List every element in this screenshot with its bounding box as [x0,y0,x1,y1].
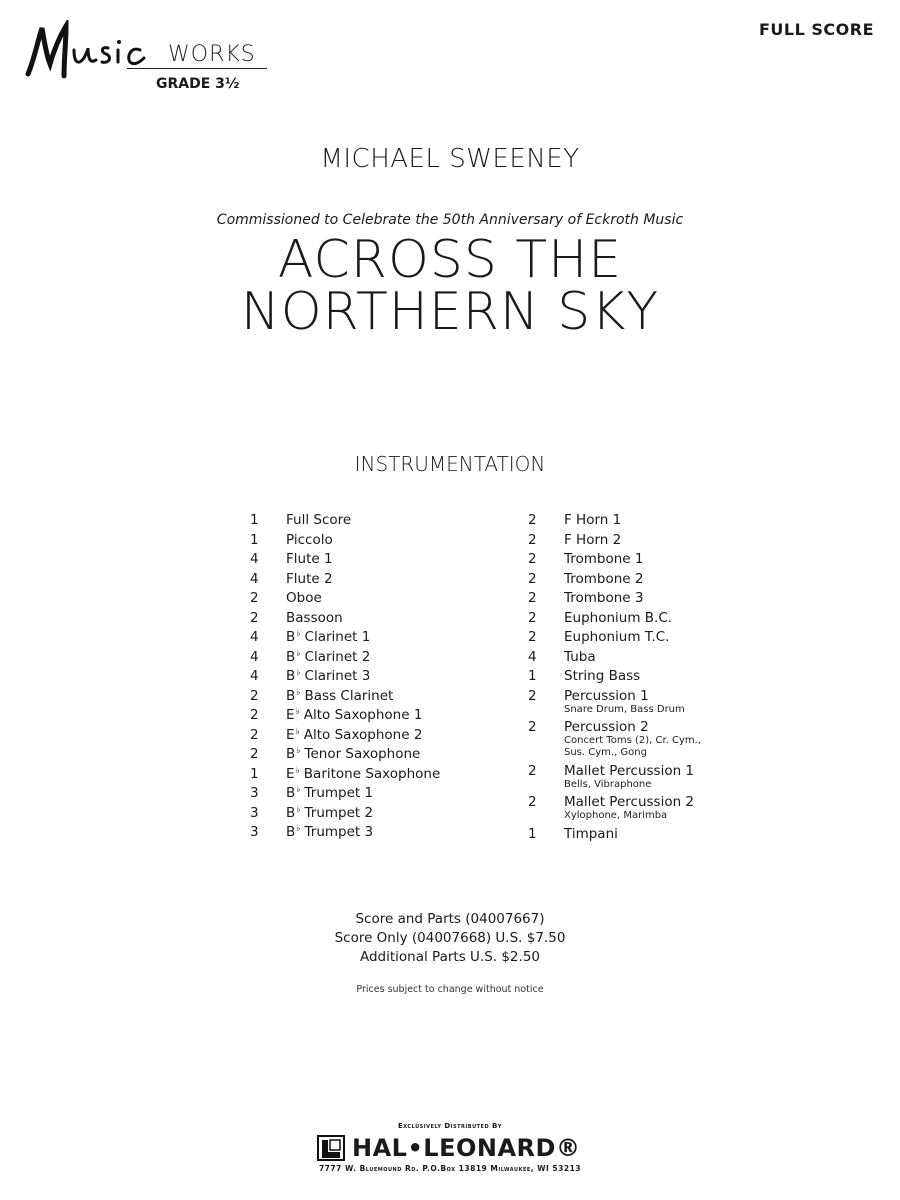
instrument-name [286,551,333,567]
instrument-quantity: 4 [250,668,259,684]
instrument-title: Trombone 2 [564,570,644,587]
composer-name: MICHAEL SWEENEY [320,144,580,174]
instrumentation-heading: INSTRUMENTATION [354,452,546,476]
instrument-subtitle: Concert Toms (2), Cr. Cym., [564,735,702,746]
instrument-title: Flute 2 [286,570,333,587]
instrument-name [564,688,685,716]
instrument-key-prefix: B [286,746,296,762]
instrument-quantity: 2 [528,512,537,528]
logo-works-text: WORKS [168,42,256,67]
instrument-title: Euphonium B.C. [564,609,673,626]
instrument-title: Clarinet 3 [304,668,371,684]
flat-icon: ♭ [296,629,301,639]
instrument-title: Tenor Saxophone [304,746,421,762]
instrument-name [286,805,373,821]
instrument-quantity: 2 [528,719,537,735]
instrument-title: Bassoon [286,609,343,626]
distributor-name: HAL•LEONARD® [352,1134,581,1162]
instrument-title: Trumpet 3 [304,824,374,840]
instrument-title: String Bass [564,668,641,684]
instrument-key-prefix: B [286,785,296,801]
instrument-subtitle: Xylophone, Marimba [564,810,668,821]
full-score-label: FULL SCORE [759,20,874,39]
instrument-key-prefix: E [286,726,295,743]
instrument-quantity: 1 [528,825,537,842]
instrument-name [564,763,694,791]
instrument-name [286,649,370,665]
instrument-title: Tuba [564,648,596,665]
flat-icon: ♭ [295,765,300,776]
instrument-title: Euphonium T.C. [564,629,670,645]
instrument-title: Timpani [564,825,618,842]
price-score-only: Score Only (04007668) U.S. $7.50 [334,930,566,946]
flat-icon: ♭ [296,746,301,756]
instrument-title: Percussion 1 [564,687,649,704]
instrument-title: Clarinet 1 [304,629,371,645]
instrument-name [286,824,373,840]
hal-leonard-logo [316,1132,586,1166]
instrument-name [564,512,621,528]
instrument-title: Piccolo [286,531,333,548]
instrument-key-prefix: B [286,687,296,704]
instrument-name [286,532,333,548]
instrument-name [564,571,644,587]
instrument-quantity: 4 [250,570,259,587]
instrument-name [564,629,669,645]
instrument-quantity: 1 [250,765,259,782]
instrument-title: Oboe [286,590,322,606]
instrument-quantity: 4 [250,629,259,645]
instrument-quantity: 4 [528,648,537,665]
instrument-name [286,512,351,528]
instrument-quantity: 2 [528,590,537,606]
instrument-name [564,532,621,548]
instrument-title: Baritone Saxophone [303,765,441,782]
instrument-title: F Horn 2 [564,531,622,548]
flat-icon: ♭ [295,707,300,717]
instrument-quantity: 2 [528,570,537,587]
flat-icon: ♭ [296,824,301,834]
instrument-title: Full Score [286,512,352,528]
instrument-quantity: 4 [250,648,259,665]
instrument-title: Trumpet 1 [304,785,374,801]
flat-icon: ♭ [296,804,301,815]
grade-label: GRADE 3½ [156,76,240,92]
instrument-name [564,719,701,759]
instrument-quantity: 2 [250,687,259,704]
instrument-quantity: 3 [250,804,259,821]
instrument-name [286,610,343,626]
instrument-title: Mallet Percussion 1 [564,762,695,779]
instrument-quantity: 2 [250,726,259,743]
instrument-title: Mallet Percussion 2 [564,794,695,810]
instrument-name [564,649,596,665]
instrument-quantity: 4 [250,551,259,567]
distributor-label: Exclusively Distributed By [397,1122,503,1130]
instrument-key-prefix: B [286,668,296,684]
title-line-1: ACROSS THE [277,230,623,290]
instrument-key-prefix: B [286,648,296,665]
instrument-quantity: 1 [250,531,259,548]
instrument-subtitle: Sus. Cym., Gong [564,747,647,758]
instrument-title: Clarinet 2 [304,648,371,665]
price-additional-parts: Additional Parts U.S. $2.50 [359,949,540,965]
commission-line: Commissioned to Celebrate the 50th Anniversary of Eckroth Music [216,212,684,228]
logo-underline [127,68,267,69]
flat-icon: ♭ [296,668,301,678]
instrument-title: Flute 1 [286,551,333,567]
instrument-quantity: 2 [250,590,259,606]
instrument-quantity: 2 [250,707,259,723]
instrument-name [286,727,422,743]
instrument-key-prefix: B [286,804,296,821]
flat-icon: ♭ [296,648,301,659]
instrument-quantity: 2 [528,531,537,548]
instrument-subtitle: Bells, Vibraphone [564,778,652,790]
title-line-2: NORTHERN SKY [240,282,660,342]
instrument-quantity: 2 [250,746,259,762]
instrument-key-prefix: B [286,629,296,645]
instrument-quantity: 2 [528,629,537,645]
instrument-title: Trumpet 2 [304,804,374,821]
instrument-subtitle: Snare Drum, Bass Drum [564,703,685,715]
instrument-name [564,551,644,567]
instrument-name [286,766,440,782]
instrument-key-prefix: E [286,765,295,782]
instrument-name [286,785,373,801]
distributor-address: 7777 W. Bluemound Rd. P.O.Box 13819 Milwaukee, WI 53213 [318,1164,582,1173]
hal-leonard-mark-icon [316,1132,348,1164]
instrument-quantity: 1 [528,668,537,684]
instrument-name [286,707,422,723]
instrument-key-prefix: B [286,824,296,840]
instrument-name [286,746,420,762]
instrument-name [564,668,640,684]
instrument-title: Alto Saxophone 2 [303,726,423,743]
instrument-quantity: 2 [528,794,537,810]
instrument-quantity: 3 [250,785,259,801]
instrument-quantity: 2 [528,551,537,567]
flat-icon: ♭ [296,687,301,698]
instrument-quantity: 2 [528,687,537,704]
instrument-quantity: 2 [528,762,537,779]
instrument-quantity: 2 [250,609,259,626]
flat-icon: ♭ [296,785,301,795]
instrument-name [286,629,370,645]
instrument-quantity: 2 [528,609,537,626]
instrument-title: F Horn 1 [564,512,622,528]
instrument-key-prefix: E [286,707,295,723]
instrument-quantity: 3 [250,824,259,840]
instrument-name [286,668,370,684]
instrument-name [564,794,694,822]
instrument-name [564,590,644,606]
instrument-title: Bass Clarinet [304,687,394,704]
instrument-name [286,688,393,704]
instrument-name [564,610,672,626]
instrument-title: Percussion 2 [564,719,649,735]
price-notice: Prices subject to change without notice [356,984,544,995]
instrument-name [564,826,618,842]
flat-icon: ♭ [295,726,300,737]
instrument-title: Alto Saxophone 1 [303,707,423,723]
price-score-and-parts: Score and Parts (04007667) [355,911,545,927]
instrument-name [286,590,322,606]
instrument-name [286,571,333,587]
instrument-quantity: 1 [250,512,259,528]
instrument-title: Trombone 1 [564,551,644,567]
instrument-title: Trombone 3 [564,590,644,606]
